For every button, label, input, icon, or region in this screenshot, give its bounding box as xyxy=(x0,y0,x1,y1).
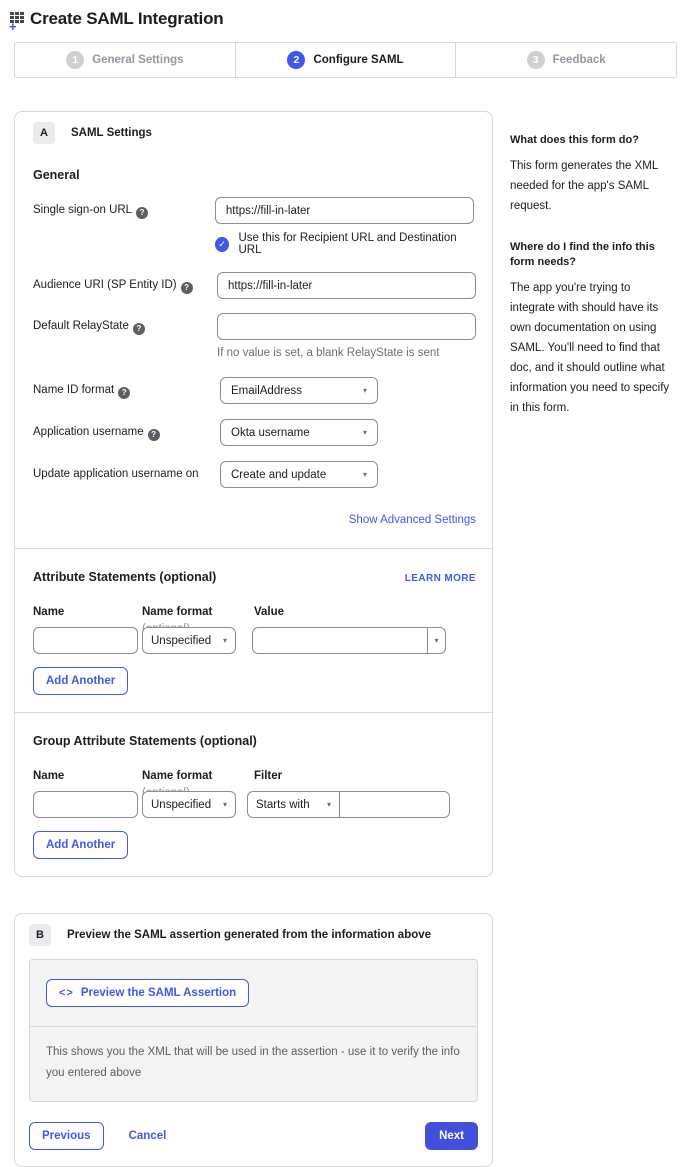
caret-down-icon: ▾ xyxy=(434,636,439,645)
attr-add-another-button[interactable]: Add Another xyxy=(33,667,128,695)
name-id-format-help-icon[interactable]: ? xyxy=(118,387,130,399)
wizard-steps xyxy=(14,42,677,78)
relaystate-help-icon[interactable]: ? xyxy=(133,323,145,335)
group-filter-value-input[interactable] xyxy=(339,791,450,818)
step-2-label: Configure SAML xyxy=(313,54,404,66)
sidebar-question-1: What does this form do? xyxy=(510,134,639,146)
page-header xyxy=(0,0,691,34)
name-id-format-select[interactable]: EmailAddress ▾ xyxy=(220,377,378,404)
general-heading: General xyxy=(33,168,80,182)
caret-down-icon: ▾ xyxy=(222,800,227,809)
relaystate-input[interactable] xyxy=(217,313,476,340)
preview-description: This shows you the XML that will be used in the assertion - use it to verify the info you entered above xyxy=(46,1046,460,1079)
group-name-input[interactable] xyxy=(33,791,138,818)
step-3-circle: 3 xyxy=(527,51,545,69)
app-username-help-icon[interactable]: ? xyxy=(148,429,160,441)
panel-a-title: SAML Settings xyxy=(71,127,152,139)
sso-url-input[interactable] xyxy=(215,197,474,224)
relaystate-label: Default RelayState ? xyxy=(33,313,217,359)
recipient-url-checkbox[interactable]: ✓ xyxy=(215,237,230,252)
attr-name-format-select[interactable]: Unspecified ▾ xyxy=(142,627,236,654)
cancel-link[interactable]: Cancel xyxy=(128,1130,167,1142)
group-col-filter: Filter xyxy=(254,770,283,782)
group-name-format-select[interactable]: Unspecified ▾ xyxy=(142,791,236,818)
step-3-label: Feedback xyxy=(552,54,606,66)
group-add-another-button[interactable]: Add Another xyxy=(33,831,128,859)
update-username-label: Update application username on xyxy=(33,468,199,480)
panel-b-title: Preview the SAML assertion generated from the information above xyxy=(67,929,432,941)
panel-a-badge: A xyxy=(33,122,55,144)
app-username-label: Application username ? xyxy=(33,419,220,446)
tab-general-settings[interactable] xyxy=(15,43,236,77)
attr-col-value: Value xyxy=(254,606,285,618)
step-1-label: General Settings xyxy=(92,54,184,66)
help-sidebar xyxy=(510,111,677,418)
update-username-select[interactable]: Create and update ▾ xyxy=(220,461,378,488)
app-username-select[interactable]: Okta username ▾ xyxy=(220,419,378,446)
name-id-format-label: Name ID format ? xyxy=(33,377,220,404)
caret-down-icon: ▾ xyxy=(362,470,367,479)
sidebar-question-2: Where do I find the info this form needs? xyxy=(510,241,655,268)
attr-col-name: Name xyxy=(33,606,65,618)
audience-uri-help-icon[interactable]: ? xyxy=(181,282,193,294)
group-col-format: Name format xyxy=(142,770,213,782)
preview-saml-assertion-button[interactable]: <> Preview the SAML Assertion xyxy=(46,979,249,1007)
recipient-url-checkbox-label: Use this for Recipient URL and Destination URL xyxy=(238,232,457,256)
audience-uri-label: Audience URI (SP Entity ID) ? xyxy=(33,272,217,299)
show-advanced-settings-link[interactable]: Show Advanced Settings xyxy=(348,514,476,526)
code-icon: <> xyxy=(59,987,74,999)
section-divider xyxy=(15,712,492,713)
next-button[interactable]: Next xyxy=(425,1122,478,1150)
attr-name-input[interactable] xyxy=(33,627,138,654)
attr-value-input[interactable] xyxy=(252,627,428,654)
sidebar-answer-1: This form generates the XML needed for the app's SAML request. xyxy=(510,160,658,212)
page-title: Create SAML Integration xyxy=(30,9,224,28)
sso-url-label: Single sign-on URL ? xyxy=(33,197,215,256)
step-1-circle: 1 xyxy=(66,51,84,69)
app-grid-plus-icon: + xyxy=(10,12,27,27)
tab-feedback[interactable] xyxy=(456,43,676,77)
tab-configure-saml[interactable] xyxy=(236,43,457,77)
panel-b-badge: B xyxy=(29,924,51,946)
preview-box xyxy=(29,959,478,1102)
attribute-statements-title: Attribute Statements (optional) xyxy=(33,570,217,584)
sso-url-help-icon[interactable]: ? xyxy=(136,207,148,219)
relaystate-help-text: If no value is set, a blank RelayState is sent xyxy=(217,347,440,359)
caret-down-icon: ▾ xyxy=(362,386,367,395)
section-divider xyxy=(15,548,492,549)
sidebar-answer-2: The app you're trying to integrate with should have its own documentation on using SAML. You'll need to find that doc, and it should outline what information you need to specify in this form. xyxy=(510,282,670,414)
caret-down-icon: ▾ xyxy=(362,428,367,437)
group-col-name: Name xyxy=(33,770,65,782)
step-2-circle: 2 xyxy=(287,51,305,69)
caret-down-icon: ▾ xyxy=(326,800,331,809)
attr-value-dropdown-button[interactable] xyxy=(427,627,446,654)
caret-down-icon: ▾ xyxy=(222,636,227,645)
group-filter-select[interactable]: Starts with ▾ xyxy=(247,791,340,818)
learn-more-link[interactable]: LEARN MORE xyxy=(404,573,476,584)
previous-button[interactable]: Previous xyxy=(29,1122,104,1150)
saml-settings-panel xyxy=(14,111,493,877)
group-attribute-statements-title: Group Attribute Statements (optional) xyxy=(33,734,257,748)
preview-assertion-panel xyxy=(14,913,493,1167)
audience-uri-input[interactable] xyxy=(217,272,476,299)
attr-col-format: Name format xyxy=(142,606,213,618)
